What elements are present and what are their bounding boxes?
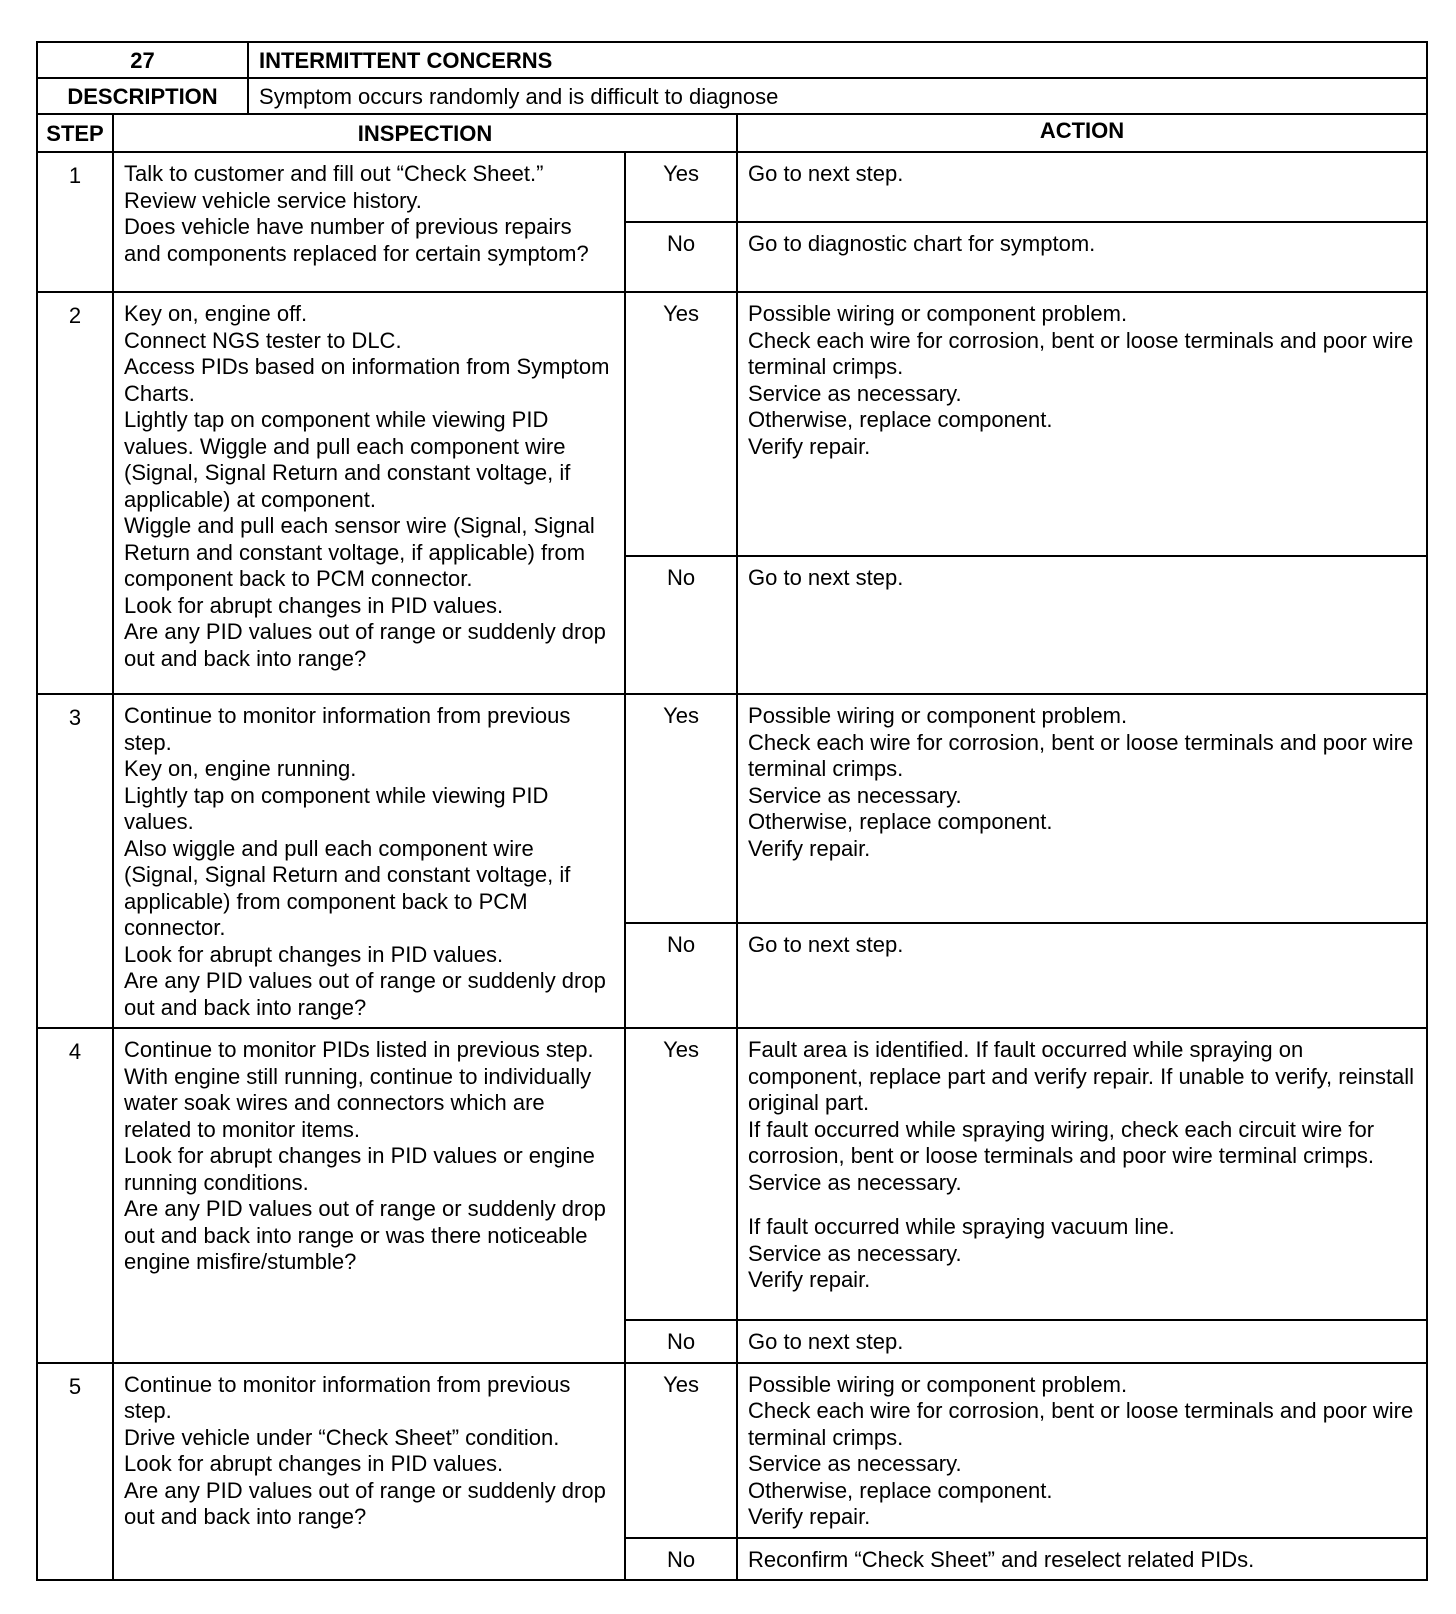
action-line: Service as necessary. [748,782,962,808]
action-line: Go to diagnostic chart for symptom. [748,231,1096,256]
inspection-line: Access PIDs based on information from Symptom Charts. [124,354,610,406]
action-spacer [748,1196,1416,1214]
action-line: Verify repair. [748,1267,871,1292]
inspection-line: Drive vehicle under “Check Sheet” condition. [124,1424,560,1450]
yes-action [737,152,1427,222]
inspection-cell [113,292,625,694]
no-label: No [625,1320,737,1363]
action-line: Check each wire for corrosion, bent or loose terminals and poor wire terminal crimps. [748,729,1414,781]
no-action [737,923,1427,1028]
yes-action [737,292,1427,556]
step-row [37,152,1427,222]
no-action [737,556,1427,694]
no-label: No [625,222,737,292]
no-action [737,222,1427,292]
no-label: No [625,556,737,694]
inspection-line: Key on, engine off. [124,301,308,326]
yes-label: Yes [625,1363,737,1538]
action-line: Otherwise, replace component. [748,1477,1053,1503]
column-header-row [37,114,1427,152]
action-line: If fault occurred while spraying wiring, check each circuit wire for corrosion, bent or loose terminals and poor wire terminal crimps. [748,1116,1375,1168]
action-line: Go to next step. [748,932,904,958]
step-number: 4 [37,1028,113,1363]
inspection-line: Lightly tap on component while viewing PID values. [124,782,549,834]
action-line: Service as necessary. [748,1451,962,1476]
step-number: 3 [37,694,113,1028]
yes-label: Yes [625,694,737,923]
chart-number: 27 [37,42,248,78]
action-line: Otherwise, replace component. [748,407,1053,432]
inspection-line: Wiggle and pull each sensor wire (Signal, Signal Return and constant voltage, if applicable) from component back to PCM connector. [124,513,595,591]
action-line: Reconfirm “Check Sheet” and reselect related PIDs. [748,1546,1255,1572]
step-row [37,694,1427,923]
action-line: If fault occurred while spraying vacuum line. [748,1214,1175,1239]
inspection-line: Are any PID values out of range or suddenly drop out and back into range? [124,619,606,671]
step-row [37,1363,1427,1538]
inspection-line: Continue to monitor information from previous step. [124,703,571,755]
inspection-line: Connect NGS tester to DLC. [124,327,402,353]
action-line: Go to next step. [748,1329,904,1354]
description-row [37,78,1427,114]
inspection-cell [113,1363,625,1581]
inspection-line: Does vehicle have number of previous repairs and components replaced for certain symptom? [124,214,589,266]
description-text: Symptom occurs randomly and is difficult to diagnose [248,78,1427,114]
action-line: Go to next step. [748,565,904,590]
action-line: Service as necessary. [748,1169,962,1195]
inspection-line: Look for abrupt changes in PID values or engine running conditions. [124,1143,595,1195]
step-number: 2 [37,292,113,694]
inspection-line: With engine still running, continue to individually water soak wires and connectors which are related to monitor items. [124,1063,592,1142]
inspection-cell [113,152,625,292]
description-label: DESCRIPTION [37,78,248,114]
no-action [737,1538,1427,1581]
inspection-line: Are any PID values out of range or suddenly drop out and back into range or was there noticeable engine misfire/stumble? [124,1196,606,1274]
inspection-line: Review vehicle service history. [124,187,422,213]
action-line: Verify repair. [748,835,871,861]
action-line: Verify repair. [748,1504,871,1529]
step-number: 1 [37,152,113,292]
action-line: Service as necessary. [748,1240,962,1266]
yes-label: Yes [625,292,737,556]
action-line: Possible wiring or component problem. [748,301,1128,326]
action-line: Possible wiring or component problem. [748,1371,1128,1397]
yes-action [737,1028,1427,1320]
inspection-line: Look for abrupt changes in PID values. [124,592,504,618]
no-label: No [625,1538,737,1581]
inspection-line: Are any PID values out of range or suddenly drop out and back into range? [124,1477,606,1529]
action-line: Otherwise, replace component. [748,809,1053,834]
action-line: Possible wiring or component problem. [748,703,1128,728]
step-number: 5 [37,1363,113,1581]
action-line: Fault area is identified. If fault occurred while spraying on component, replace part and verify repair. If unable to verify, reinstall original part. [748,1037,1415,1115]
action-line: Check each wire for corrosion, bent or loose terminals and poor wire terminal crimps. [748,327,1414,379]
inspection-line: Talk to customer and fill out “Check Sheet.” [124,161,544,186]
inspection-column-header: INSPECTION [113,114,737,152]
yes-label: Yes [625,152,737,222]
step-row [37,1028,1427,1320]
inspection-line: Continue to monitor information from previous step. [124,1371,571,1423]
action-line: Go to next step. [748,161,904,186]
inspection-line: Key on, engine running. [124,756,357,781]
step-row [37,292,1427,556]
chart-title: INTERMITTENT CONCERNS [248,42,1427,78]
yes-action [737,694,1427,923]
diagnostic-table [36,41,1428,1581]
title-row [37,42,1427,78]
inspection-line: Look for abrupt changes in PID values. [124,1451,504,1476]
inspection-line: Look for abrupt changes in PID values. [124,941,504,967]
action-line: Check each wire for corrosion, bent or loose terminals and poor wire terminal crimps. [748,1398,1414,1450]
step-column-header: STEP [37,114,113,152]
inspection-line: Lightly tap on component while viewing PID values. Wiggle and pull each component wire (Signal, Signal Return and constant voltage, if applicable) at component. [124,407,571,512]
inspection-line: Are any PID values out of range or suddenly drop out and back into range? [124,968,606,1020]
inspection-line: Also wiggle and pull each component wire (Signal, Signal Return and constant voltage, if applicable) from component back to PCM connector. [124,835,571,940]
yes-label: Yes [625,1028,737,1320]
action-column-header: ACTION [737,114,1427,152]
inspection-cell [113,1028,625,1363]
no-label: No [625,923,737,1028]
inspection-line: Continue to monitor PIDs listed in previous step. [124,1037,594,1062]
yes-action [737,1363,1427,1538]
inspection-cell [113,694,625,1028]
no-action [737,1320,1427,1363]
action-line: Verify repair. [748,433,871,459]
diagnostic-chart [36,41,1426,1581]
action-line: Service as necessary. [748,380,962,406]
